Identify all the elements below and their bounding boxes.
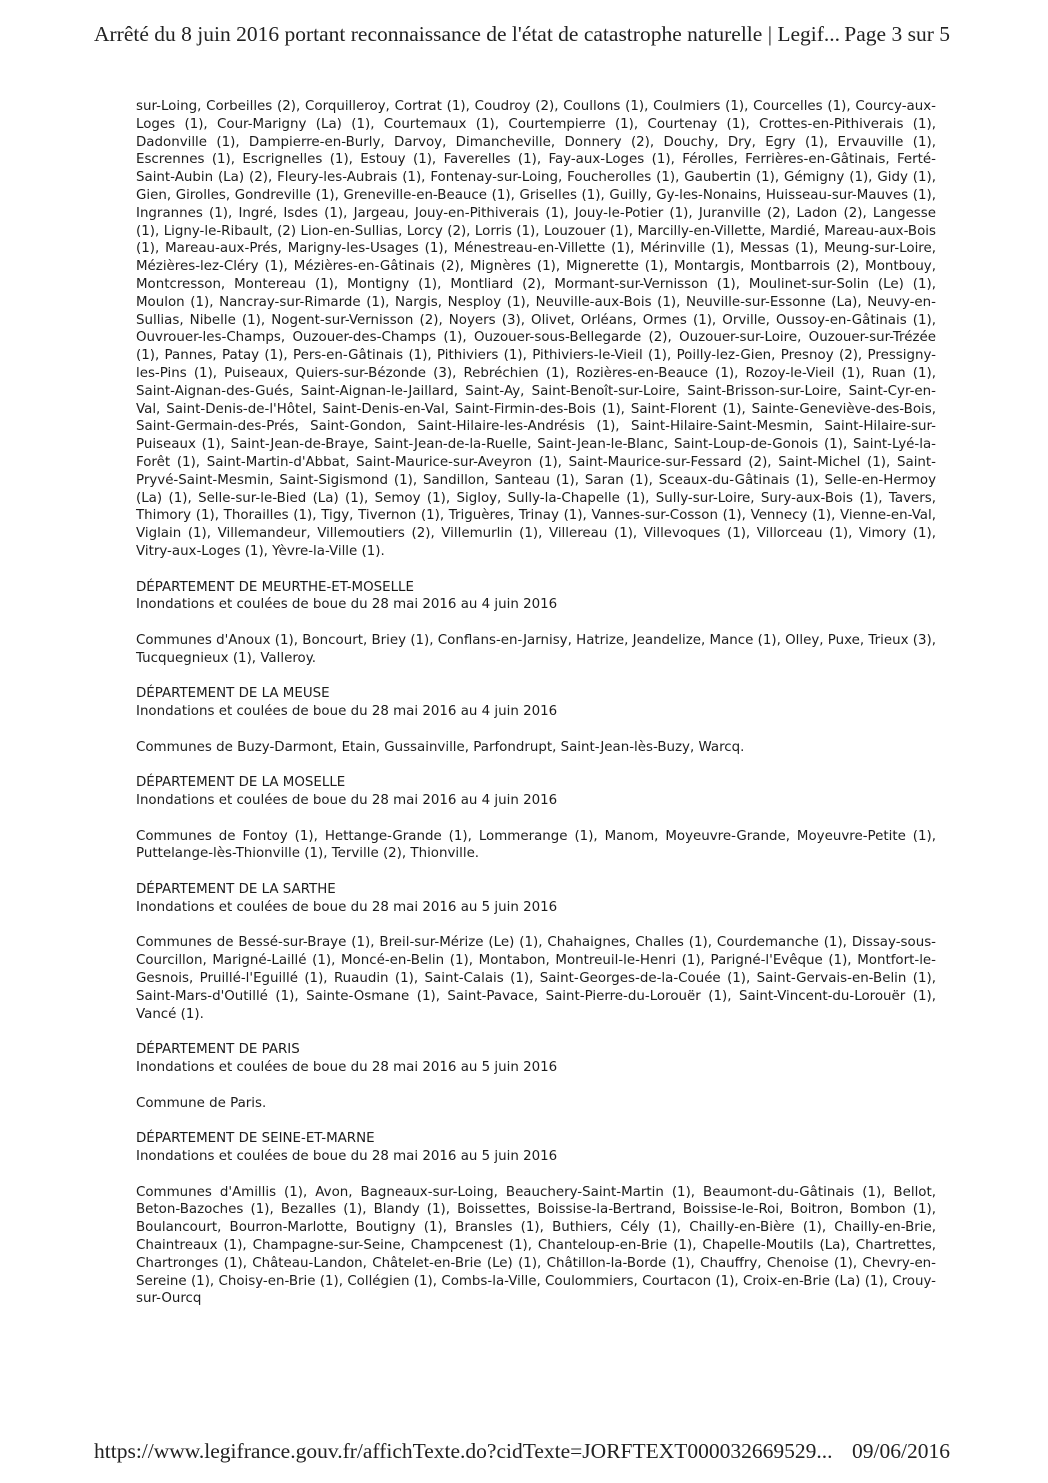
department-section xyxy=(136,881,936,1023)
department-section xyxy=(136,579,936,668)
page-number: Page 3 sur 5 xyxy=(844,22,950,46)
event-description: Inondations et coulées de boue du 28 mai 2016 au 5 juin 2016 xyxy=(136,1060,558,1076)
source-url: https://www.legifrance.gouv.fr/affichTexte.do?cidTexte=JORFTEXT000032669529... xyxy=(94,1439,833,1463)
page-footer xyxy=(94,1439,950,1464)
commune-list: Communes de Buzy-Darmont, Etain, Gussainville, Parfondrupt, Saint-Jean-lès-Buzy, Warcq. xyxy=(136,739,745,755)
department-section xyxy=(136,774,936,863)
event-description: Inondations et coulées de boue du 28 mai 2016 au 5 juin 2016 xyxy=(136,1149,558,1165)
commune-list: Communes d'Anoux (1), Boncourt, Briey (1), Conflans-en-Jarnisy, Hatrize, Jeandelize, Mance (1), Olley, Puxe, Trieux (3), Tucquegnieux (1), Valleroy. xyxy=(136,632,936,666)
commune-list: Communes de Bessé-sur-Braye (1), Breil-sur-Mérize (Le) (1), Chahaignes, Challes (1), Courdemanche (1), Dissay-sous-Courcillon, Marigné-Laillé (1), Moncé-en-Belin (1), Montabon, Montreuil-le-Henri (1), Parigné-l'Evêque (1), Montfort-le-Gesnois, Pruillé-l'Eguillé (1), Ruaudin (1), Saint-Calais (1), Saint-Georges-de-la-Couée (1), Saint-Gervais-en-Belin (1), Saint-Mars-d'Outillé (1), Sainte-Osmane (1), Saint-Pavace, Saint-Pierre-du-Lorouër (1), Saint-Vincent-du-Lorouër (1), Vancé (1). xyxy=(136,935,936,1022)
department-name: DÉPARTEMENT DE LA SARTHE xyxy=(136,882,336,898)
department-name: DÉPARTEMENT DE LA MEUSE xyxy=(136,686,330,702)
department-name: DÉPARTEMENT DE SEINE-ET-MARNE xyxy=(136,1131,375,1147)
commune-list: Commune de Paris. xyxy=(136,1095,267,1111)
event-description: Inondations et coulées de boue du 28 mai 2016 au 4 juin 2016 xyxy=(136,704,558,720)
department-section xyxy=(136,1130,936,1308)
commune-list-continued: sur-Loing, Corbeilles (2), Corquilleroy, Cortrat (1), Coudroy (2), Coullons (1), Coulmiers (1), Courcelles (1), Courcy-aux-Loges (1), Cour-Marigny (La) (1), Courtemaux (1), Courtempierre (1), Courtenay (1), Crottes-en-Pithiverais (1), Dadonville (1), Dampierre-en-Burly, Darvoy, Dimancheville, Donnery (2), Douchy, Dry, Egry (1), Ervauville (1), Escrennes (1), Escrignelles (1), Estouy (1), Faverelles (1), Fay-aux-Loges (1), Férolles, Ferrières-en-Gâtinais, Ferté-Saint-Aubin (La) (2), Fleury-les-Aubrais (1), Fontenay-sur-Loing, Foucherolles (1), Gaubertin (1), Gémigny (1), Gidy (1), Gien, Girolles, Gondreville (1), Greneville-en-Beauce (1), Griselles (1), Guilly, Gy-les-Nonains, Huisseau-sur-Mauves (1), Ingrannes (1), Ingré, Isdes (1), Jargeau, Jouy-en-Pithiverais (1), Jouy-le-Potier (1), Juranville (2), Ladon (2), Langesse (1), Ligny-le-Ribault, (2) Lion-en-Sullias, Lorcy (2), Lorris (1), Louzouer (1), Marcilly-en-Villette, Mardié, Mareau-aux-Bois (1), Mareau-aux-Prés, Marigny-les-Usages (1), Ménestreau-en-Villette (1), Mérinville (1), Messas (1), Meung-sur-Loire, Mézières-lez-Cléry (1), Mézières-en-Gâtinais (2), Mignères (1), Mignerette (1), Montargis, Montbarrois (2), Montbouy, Montcresson, Montereau (1), Montigny (1), Montliard (2), Mormant-sur-Vernisson (1), Moulinet-sur-Solin (Le) (1), Moulon (1), Nancray-sur-Rimarde (1), Nargis, Nesploy (1), Neuville-aux-Bois (1), Neuville-sur-Essonne (La), Neuvy-en-Sullias, Nibelle (1), Nogent-sur-Vernisson (2), Noyers (3), Olivet, Orléans, Ormes (1), Orville, Oussoy-en-Gâtinais (1), Ouvrouer-les-Champs, Ouzouer-des-Champs (1), Ouzouer-sous-Bellegarde (2), Ouzouer-sur-Loire, Ouzouer-sur-Trézée (1), Pannes, Patay (1), Pers-en-Gâtinais (1), Pithiviers (1), Pithiviers-le-Vieil (1), Poilly-lez-Gien, Presnoy (2), Pressigny-les-Pins (1), Puiseaux, Quiers-sur-Bézonde (3), Rebréchien (1), Rozières-en-Beauce (1), Rozoy-le-Vieil (1), Ruan (1), Saint-Aignan-des-Gués, Saint-Aignan-le-Jaillard, Saint-Ay, Saint-Benoît-sur-Loire, Saint-Brisson-sur-Loire, Saint-Cyr-en-Val, Saint-Denis-de-l'Hôtel, Saint-Denis-en-Val, Saint-Firmin-des-Bois (1), Saint-Florent (1), Sainte-Geneviève-des-Bois, Saint-Germain-des-Prés, Saint-Gondon, Saint-Hilaire-les-Andrésis (1), Saint-Hilaire-Saint-Mesmin, Saint-Hilaire-sur-Puiseaux (1), Saint-Jean-de-Braye, Saint-Jean-de-la-Ruelle, Saint-Jean-le-Blanc, Saint-Loup-de-Gonois (1), Saint-Lyé-la-Forêt (1), Saint-Martin-d'Abbat, Saint-Maurice-sur-Aveyron (1), Saint-Maurice-sur-Fessard (2), Saint-Michel (1), Saint-Pryvé-Saint-Mesmin, Saint-Sigismond (1), Sandillon, Santeau (1), Saran (1), Sceaux-du-Gâtinais (1), Selle-en-Hermoy (La) (1), Selle-sur-le-Bied (La) (1), Semoy (1), Sigloy, Sully-la-Chapelle (1), Sully-sur-Loire, Sury-aux-Bois (1), Tavers, Thimory (1), Thorailles (1), Tigy, Tivernon (1), Triguères, Trinay (1), Vannes-sur-Cosson (1), Vennecy (1), Vienne-en-Val, Viglain (1), Villemandeur, Villemoutiers (2), Villemurlin (1), Villereau (1), Villevoques (1), Villorceau (1), Vimory (1), Vitry-aux-Loges (1), Yèvre-la-Ville (1). xyxy=(136,99,936,559)
document-title: Arrêté du 8 juin 2016 portant reconnaissance de l'état de catastrophe naturelle | Legif... xyxy=(94,22,841,46)
department-name: DÉPARTEMENT DE LA MOSELLE xyxy=(136,775,346,791)
event-description: Inondations et coulées de boue du 28 mai 2016 au 4 juin 2016 xyxy=(136,793,558,809)
document-body xyxy=(136,98,936,1308)
commune-list: Communes de Fontoy (1), Hettange-Grande (1), Lommerange (1), Manom, Moyeuvre-Grande, Moyeuvre-Petite (1), Puttelange-lès-Thionville (1), Terville (2), Thionville. xyxy=(136,828,936,862)
department-name: DÉPARTEMENT DE MEURTHE-ET-MOSELLE xyxy=(136,579,414,595)
event-description: Inondations et coulées de boue du 28 mai 2016 au 4 juin 2016 xyxy=(136,597,558,613)
commune-list: Communes d'Amillis (1), Avon, Bagneaux-sur-Loing, Beauchery-Saint-Martin (1), Beaumont-du-Gâtinais (1), Bellot, Beton-Bazoches (1), Bezalles (1), Blandy (1), Boissettes, Boissise-la-Bertrand, Boissise-le-Roi, Boitron, Bombon (1), Boulancourt, Bourron-Marlotte, Boutigny (1), Bransles (1), Buthiers, Cély (1), Chailly-en-Bière (1), Chailly-en-Brie, Chaintreaux (1), Champagne-sur-Seine, Champcenest (1), Chanteloup-en-Brie (1), Chapelle-Moutils (La), Chartrettes, Chartronges (1), Château-Landon, Châtelet-en-Brie (Le) (1), Châtillon-la-Borde (1), Chauffry, Chenoise (1), Chevry-en-Sereine (1), Choisy-en-Brie (1), Collégien (1), Combs-la-Ville, Coulommiers, Courtacon (1), Croix-en-Brie (La) (1), Crouy-sur-Ourcq xyxy=(136,1184,936,1307)
department-section xyxy=(136,1041,936,1112)
department-section xyxy=(136,685,936,756)
event-description: Inondations et coulées de boue du 28 mai 2016 au 5 juin 2016 xyxy=(136,899,558,915)
print-date: 09/06/2016 xyxy=(852,1439,950,1463)
page-header xyxy=(94,22,950,47)
department-name: DÉPARTEMENT DE PARIS xyxy=(136,1042,300,1058)
